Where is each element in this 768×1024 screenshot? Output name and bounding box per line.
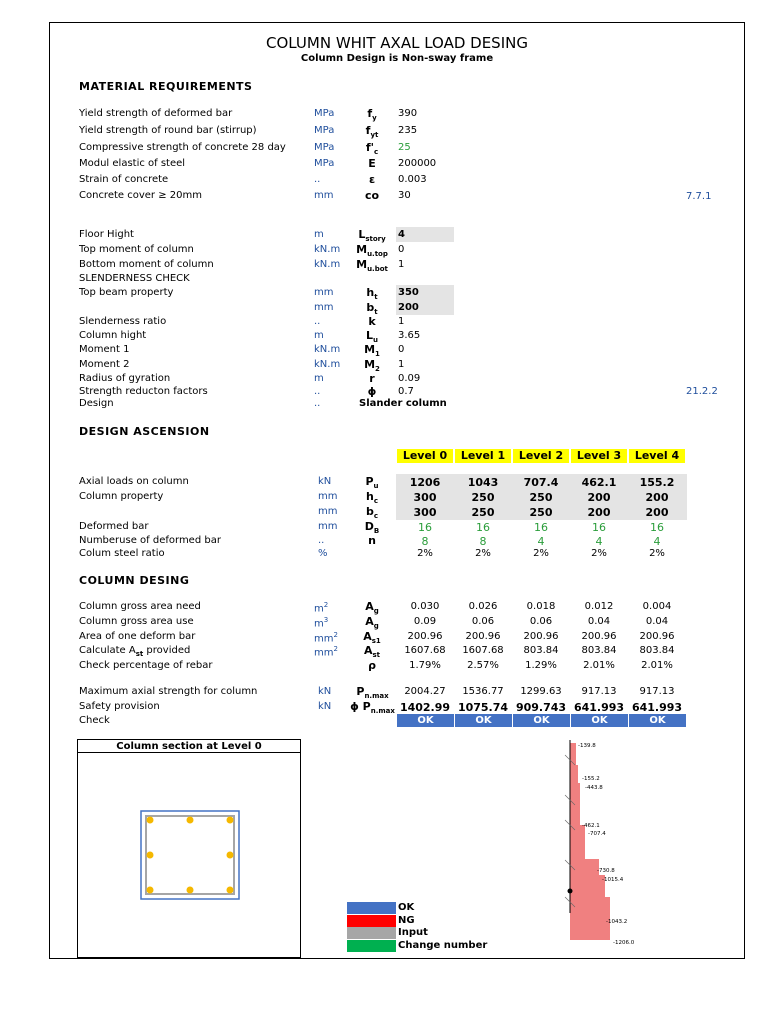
column-label: Column gross area need xyxy=(79,601,201,612)
geometry-label: Floor Hight xyxy=(79,229,134,240)
material-label: Modul elastic of steel xyxy=(79,158,186,169)
geometry-unit: m xyxy=(314,373,324,384)
column-unit: kN xyxy=(318,701,332,712)
geometry-symbol: ϕ xyxy=(367,385,377,398)
support-node xyxy=(568,889,573,894)
design-header: DESIGN ASCENSION xyxy=(79,425,210,438)
column-cell: 0.018 xyxy=(526,601,556,612)
force-area xyxy=(570,743,610,940)
level-header: Level 4 xyxy=(629,449,685,463)
column-cell: 1075.74 xyxy=(457,701,509,714)
geometry-value[interactable]: 4 xyxy=(398,229,405,240)
level-header: Level 3 xyxy=(571,449,627,463)
design-cell[interactable]: 200 xyxy=(587,506,611,519)
design-cell[interactable]: 707.4 xyxy=(523,476,559,489)
legend-swatch xyxy=(347,915,396,927)
geometry-symbol: r xyxy=(369,372,375,385)
geometry-unit: .. xyxy=(314,386,321,397)
legend-label: Change number xyxy=(398,939,488,951)
axial-force-diagram xyxy=(540,735,670,950)
geometry-unit: mm xyxy=(314,287,334,298)
material-unit: MPa xyxy=(314,142,335,153)
column-label: Safety provision xyxy=(79,701,160,712)
rebar xyxy=(187,817,194,824)
rebar xyxy=(227,852,234,859)
column-label: Check percentage of rebar xyxy=(79,660,213,671)
column-cell: 0.04 xyxy=(587,616,611,627)
design-cell[interactable]: 4 xyxy=(537,535,545,548)
design-cell[interactable]: 250 xyxy=(529,506,553,519)
geometry-label: SLENDERNESS CHECK xyxy=(79,273,190,284)
material-label: Strain of concrete xyxy=(79,174,169,185)
section-panel xyxy=(77,739,301,958)
force-label: -443.8 xyxy=(585,785,603,791)
column-cell: 1536.77 xyxy=(462,686,504,697)
column-cell: 0.06 xyxy=(529,616,553,627)
column-symbol: $P_{n.max}$ xyxy=(356,685,389,701)
material-symbol: $f_y$ xyxy=(367,107,377,123)
material-unit: MPa xyxy=(314,125,335,136)
design-cell[interactable]: 16 xyxy=(592,521,606,534)
level-header: Level 1 xyxy=(455,449,511,463)
geometry-label: Bottom moment of column xyxy=(79,259,214,270)
design-unit: % xyxy=(318,548,328,559)
design-symbol: $h_c$ xyxy=(366,490,378,506)
column-symbol: $A_g$ xyxy=(365,600,379,616)
geometry-value[interactable]: 3.65 xyxy=(398,330,421,341)
geometry-value[interactable]: 0.7 xyxy=(398,386,414,397)
force-label: -730.8 xyxy=(597,868,615,874)
column-cell: 200.96 xyxy=(465,631,501,642)
force-label: -155.2 xyxy=(582,776,600,782)
column-cell: 917.13 xyxy=(581,686,617,697)
design-cell[interactable]: 8 xyxy=(479,535,487,548)
geometry-value[interactable]: 1 xyxy=(398,359,405,370)
column-cell: 1.29% xyxy=(525,660,557,671)
column-cell: 0.09 xyxy=(413,616,437,627)
column-cell: 0.06 xyxy=(471,616,495,627)
column-cell: 641.993 xyxy=(631,701,683,714)
force-label: -462.1 xyxy=(582,823,600,829)
force-label: -1015.4 xyxy=(602,877,624,883)
material-symbol: co xyxy=(364,189,380,202)
material-symbol: ε xyxy=(368,173,376,186)
column-cell: 200.96 xyxy=(581,631,617,642)
design-unit: .. xyxy=(318,535,325,546)
material-value[interactable]: 390 xyxy=(398,108,418,119)
design-label: Deformed bar xyxy=(79,521,149,532)
geometry-symbol: $b_t$ xyxy=(366,301,378,317)
design-cell[interactable]: 1043 xyxy=(467,476,499,489)
geometry-value[interactable]: 1 xyxy=(398,316,405,327)
design-cell[interactable]: 16 xyxy=(650,521,664,534)
geometry-symbol: $M_1$ xyxy=(364,343,380,359)
column-cell: 803.84 xyxy=(523,645,559,656)
legend-label: OK xyxy=(398,902,415,913)
column-symbol: ρ xyxy=(368,659,376,672)
rebar xyxy=(147,887,154,894)
column-label: Column gross area use xyxy=(79,616,194,627)
geometry-label: Top beam property xyxy=(79,287,174,298)
column-symbol: $A_{st}$ xyxy=(363,644,381,660)
check-status-badge: OK xyxy=(513,714,570,727)
geometry-value[interactable]: 1 xyxy=(398,259,405,270)
geometry-value[interactable]: 0.09 xyxy=(398,373,421,384)
geometry-value[interactable]: 350 xyxy=(398,287,419,298)
design-symbol: $P_u$ xyxy=(365,475,379,491)
rebar xyxy=(147,852,154,859)
legend-label: Input xyxy=(398,927,428,938)
column-cell: 1.79% xyxy=(409,660,441,671)
column-cell: 2.01% xyxy=(583,660,615,671)
design-cell[interactable]: 4 xyxy=(595,535,603,548)
geometry-ref: 21.2.2 xyxy=(686,386,718,397)
column-header: COLUMN DESING xyxy=(79,574,190,587)
design-cell[interactable]: 2% xyxy=(533,548,549,559)
column-unit: $m^2$ xyxy=(314,601,329,615)
material-value[interactable]: 200000 xyxy=(398,158,437,169)
design-cell[interactable]: 300 xyxy=(413,491,437,504)
force-label: -1043.2 xyxy=(606,919,628,925)
column-cell: 1607.68 xyxy=(404,645,446,656)
geometry-value[interactable]: 0 xyxy=(398,344,405,355)
column-unit: $m^3$ xyxy=(314,616,329,630)
column-symbol: ϕ $P_{n.max}$ xyxy=(350,700,395,716)
design-cell[interactable]: 250 xyxy=(471,491,495,504)
column-cell: 200.96 xyxy=(523,631,559,642)
column-symbol: $A_{s1}$ xyxy=(363,630,381,646)
geometry-symbol: $M_2$ xyxy=(364,358,380,374)
design-cell[interactable]: 462.1 xyxy=(581,476,617,489)
geometry-symbol: $M_{u.top}$ xyxy=(356,243,388,259)
column-unit: $mm^2$ xyxy=(314,645,338,659)
material-value[interactable]: 235 xyxy=(398,125,418,136)
geometry-value[interactable]: 0 xyxy=(398,244,405,255)
material-value[interactable]: 25 xyxy=(398,142,411,153)
column-cell: 803.84 xyxy=(639,645,675,656)
design-cell[interactable]: 300 xyxy=(413,506,437,519)
column-unit: kN xyxy=(318,686,332,697)
rebar xyxy=(147,817,154,824)
geometry-symbol: $M_{u.bot}$ xyxy=(356,258,388,274)
material-unit: MPa xyxy=(314,108,335,119)
design-cell[interactable]: 4 xyxy=(653,535,661,548)
geometry-unit: m xyxy=(314,229,324,240)
design-cell[interactable]: 200 xyxy=(645,491,669,504)
design-cell[interactable]: 200 xyxy=(587,491,611,504)
design-cell[interactable]: 2% xyxy=(649,548,665,559)
geometry-symbol: k xyxy=(368,315,376,328)
geometry-label: Top moment of column xyxy=(79,244,194,255)
column-cell: 200.96 xyxy=(639,631,675,642)
column-cell: 641.993 xyxy=(573,701,625,714)
column-cell: 803.84 xyxy=(581,645,617,656)
geometry-unit: m xyxy=(314,330,324,341)
design-cell[interactable]: 155.2 xyxy=(639,476,675,489)
check-status-badge: OK xyxy=(571,714,628,727)
design-symbol: $D_B$ xyxy=(364,520,380,536)
design-label: Column property xyxy=(79,491,164,502)
design-cell[interactable]: 250 xyxy=(529,491,553,504)
material-symbol: E xyxy=(368,157,376,170)
force-label: -139.8 xyxy=(578,743,596,749)
material-unit: MPa xyxy=(314,158,335,169)
geometry-label: Design xyxy=(79,398,114,409)
geometry-unit: .. xyxy=(314,398,321,409)
force-label: -707.4 xyxy=(588,831,606,837)
column-cell: 2.57% xyxy=(467,660,499,671)
column-cell: 0.026 xyxy=(468,601,498,612)
column-unit: $mm^2$ xyxy=(314,631,338,645)
level-header: Level 0 xyxy=(397,449,453,463)
design-label: Colum steel ratio xyxy=(79,548,165,559)
column-cell: 2004.27 xyxy=(404,686,446,697)
design-cell[interactable]: 2% xyxy=(475,548,491,559)
check-status-badge: OK xyxy=(629,714,686,727)
geometry-symbol: $L_{story}$ xyxy=(358,228,386,244)
legend-swatch xyxy=(347,902,396,914)
geometry-value[interactable]: 200 xyxy=(398,302,419,313)
design-cell[interactable]: 200 xyxy=(645,506,669,519)
rebar xyxy=(227,887,234,894)
geometry-label: Column hight xyxy=(79,330,147,341)
material-label: Yield strength of deformed bar xyxy=(79,108,233,119)
column-cell: 200.96 xyxy=(407,631,443,642)
design-cell[interactable]: 16 xyxy=(534,521,548,534)
column-cell: 0.004 xyxy=(642,601,672,612)
design-cell[interactable]: 250 xyxy=(471,506,495,519)
design-label: Numberuse of deformed bar xyxy=(79,535,221,546)
material-unit: mm xyxy=(314,190,334,201)
column-cell: 0.030 xyxy=(410,601,440,612)
page-subtitle: Column Design is Non-sway frame xyxy=(300,53,494,64)
legend-label: NG xyxy=(398,914,415,926)
material-symbol: $f_{yt}$ xyxy=(365,124,379,140)
design-unit: kN xyxy=(318,476,332,487)
material-value[interactable]: 30 xyxy=(398,190,411,201)
rebar xyxy=(227,817,234,824)
column-cell: 1402.99 xyxy=(399,701,451,714)
design-cell[interactable]: 1206 xyxy=(409,476,441,489)
column-cell: 0.04 xyxy=(645,616,669,627)
column-symbol: $A_g$ xyxy=(365,615,379,631)
design-cell[interactable]: 2% xyxy=(417,548,433,559)
legend-swatch xyxy=(347,940,396,952)
geometry-unit: kN.m xyxy=(314,244,341,255)
geometry-label: Radius of gyration xyxy=(79,373,171,384)
legend-swatch xyxy=(347,927,396,939)
design-cell[interactable]: 16 xyxy=(476,521,490,534)
level-header: Level 2 xyxy=(513,449,569,463)
geometry-unit: kN.m xyxy=(314,359,341,370)
page-title: COLUMN WHIT AXAL LOAD DESING xyxy=(266,34,528,52)
material-label: Yield strength of round bar (stirrup) xyxy=(79,125,257,136)
column-section-drawing xyxy=(78,754,300,958)
column-cell: 0.012 xyxy=(584,601,614,612)
column-label: Calculate $A_{st}$ provided xyxy=(79,645,191,658)
material-header: MATERIAL REQUIREMENTS xyxy=(79,80,253,93)
check-status-badge: OK xyxy=(455,714,512,727)
geometry-symbol: $L_u$ xyxy=(366,329,378,345)
geometry-value[interactable]: Slander column xyxy=(359,398,447,409)
column-cell: 2.01% xyxy=(641,660,673,671)
material-unit: .. xyxy=(314,174,321,185)
design-symbol: $b_c$ xyxy=(365,505,379,521)
material-label: Compressive strength of concrete 28 day xyxy=(79,142,286,153)
column-label: Maximum axial strength for column xyxy=(79,686,258,697)
geometry-label: Slenderness ratio xyxy=(79,316,167,327)
geometry-label: Moment 2 xyxy=(79,359,130,370)
geometry-symbol: $h_t$ xyxy=(366,286,378,302)
column-cell: 1299.63 xyxy=(520,686,562,697)
design-cell[interactable]: 2% xyxy=(591,548,607,559)
design-unit: mm xyxy=(318,506,338,517)
design-unit: mm xyxy=(318,521,338,532)
geometry-unit: kN.m xyxy=(314,259,341,270)
column-label: Check xyxy=(79,715,110,726)
design-symbol: n xyxy=(368,534,376,547)
design-unit: mm xyxy=(318,491,338,502)
section-title: Column section at Level 0 xyxy=(78,740,300,753)
design-cell[interactable]: 8 xyxy=(421,535,429,548)
material-ref: 7.7.1 xyxy=(686,191,712,202)
column-cell: 917.13 xyxy=(639,686,675,697)
rebar xyxy=(187,887,194,894)
geometry-label: Strength reducton factors xyxy=(79,386,208,397)
column-outline xyxy=(141,811,239,899)
force-label: -1206.0 xyxy=(613,940,635,946)
geometry-unit: kN.m xyxy=(314,344,341,355)
column-label: Area of one deform bar xyxy=(79,631,196,642)
geometry-label: Moment 1 xyxy=(79,344,130,355)
material-value[interactable]: 0.003 xyxy=(398,174,427,185)
geometry-unit: mm xyxy=(314,302,334,313)
column-cell: 1607.68 xyxy=(462,645,504,656)
material-symbol: $f'_c$ xyxy=(365,141,379,157)
geometry-unit: .. xyxy=(314,316,321,327)
column-cell: 909.743 xyxy=(515,701,567,714)
stirrup xyxy=(146,816,234,894)
design-cell[interactable]: 16 xyxy=(418,521,432,534)
check-status-badge: OK xyxy=(397,714,454,727)
design-label: Axial loads on column xyxy=(79,476,189,487)
material-label: Concrete cover ≥ 20mm xyxy=(79,190,202,201)
